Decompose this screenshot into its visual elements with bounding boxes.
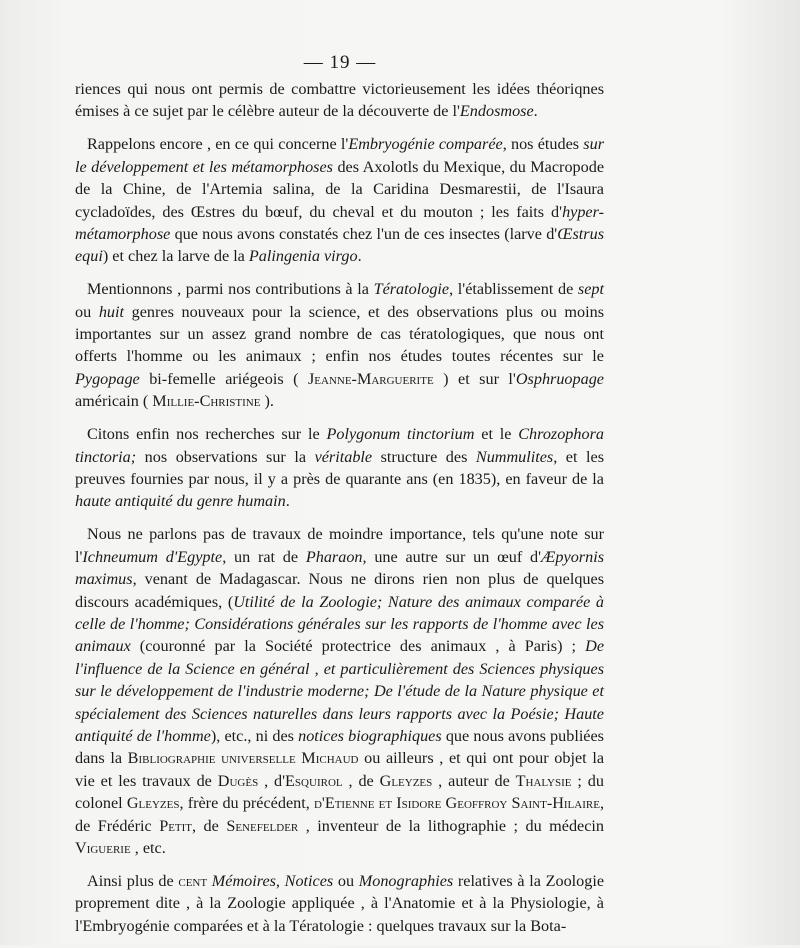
text-run: , d'	[258, 771, 286, 790]
italic-run: Tératologie	[373, 280, 450, 299]
paragraph-6	[75, 870, 604, 937]
text-run: .	[285, 492, 290, 511]
text-run: , inventeur de la lithographie ; du médecin	[298, 816, 605, 835]
italic-run: Œstrus equi	[75, 224, 604, 266]
paragraph-4	[75, 423, 604, 513]
small-caps-run: Gleyzes	[379, 771, 433, 790]
text-run: ) et sur l'	[433, 369, 516, 388]
text-run: que nous avons constatés chez l'un de ces insectes (larve d'	[170, 224, 558, 243]
text-run: ; du colonel	[75, 771, 604, 813]
paragraph-3	[75, 278, 604, 412]
italic-run: sur le développement et les métamorphoses	[75, 135, 604, 176]
text-run: américain (	[75, 392, 153, 411]
italic-run: Palingenia virgo	[248, 247, 358, 266]
text-run: structure des	[372, 447, 476, 466]
text-run: ), etc., ni des	[210, 726, 299, 745]
text-run: genres nouveaux pour la science, et des observations plus ou moins importantes sur un assez grand nombre de cas tératologiques, que nous ont offerts l'homme ou les animaux ; enfin nos études toutes récentes sur le	[75, 302, 605, 366]
text-run: .	[533, 102, 538, 121]
text-run: bi-femelle ariégeois (	[139, 369, 308, 388]
text-run: , de	[342, 771, 380, 790]
text-run: , et les preuves fournies par nous, il y a près de quarante ans (en 1835), en faveur de la	[75, 447, 604, 488]
italic-run: Æpyornis maximus	[75, 547, 604, 589]
italic-run: véritable	[314, 447, 373, 466]
text-run: Nous ne parlons pas de travaux de moindre importance, tels qu'une note sur l'	[75, 525, 604, 566]
small-caps-run: Viguerie	[75, 839, 131, 857]
italic-run: Ichneumum d'Egypte	[82, 547, 223, 566]
text-run: Ainsi plus de	[87, 871, 179, 890]
text-run: Citons enfin nos recherches sur le	[87, 425, 327, 444]
page-number: — 19 —	[303, 52, 377, 73]
italic-run: haute antiquité du genre humain	[75, 492, 286, 511]
italic-run: Osphruopage	[515, 369, 604, 388]
small-caps-run: Petit	[159, 816, 193, 835]
text-run: Mentionnons , parmi nos contributions à la	[87, 280, 374, 299]
small-caps-run: Senefelder	[226, 816, 299, 835]
paragraph-1	[75, 78, 604, 123]
text-run: , nos études	[502, 135, 584, 154]
italic-run: sept	[577, 280, 604, 299]
text-run: , frère du précédent,	[179, 794, 314, 813]
small-caps-run: Bibliographie universelle Michaud	[127, 749, 359, 768]
text-run: , l'établissement de	[449, 280, 578, 299]
italic-run: Monographies	[358, 871, 454, 890]
text-run: nos observations sur la	[136, 447, 315, 466]
text-run: , auteur de	[432, 771, 516, 790]
text-run: , etc.	[130, 839, 166, 857]
text-run: que nous avons publiées dans la	[75, 726, 604, 768]
text-run: des Axolotls du Mexique, du Macropode de la Chine, de l'Artemia salina, de la Caridina Desmarestii, de l'Isaura cycladoïdes, des Œstres du bœuf, du cheval et du mouton ; les faits d'	[75, 157, 605, 221]
text-run: .	[357, 247, 362, 266]
italic-run: notices biographiques	[298, 726, 442, 745]
text-run: , de	[192, 816, 227, 835]
text-run: ) et chez la larve de la	[102, 247, 249, 266]
paragraph-2	[75, 133, 604, 267]
text-run: ou	[333, 871, 359, 890]
text-run: ou ailleurs , et qui ont pour objet la vie et les travaux de	[75, 749, 605, 790]
italic-run: Chrozophora tinctoria;	[75, 425, 604, 466]
italic-run: hyper-métamorphose	[75, 202, 604, 243]
italic-run: De l'influence de la Science en général , et particulièrement des Sciences physiques sur le développement de l'industrie moderne; De l'étude de la Nature physique et spécialement des Sciences naturelles dans leurs rapports avec la Poésie; Haute antiquité de l'homme	[75, 637, 604, 745]
text-run: et le	[474, 425, 519, 444]
small-caps-run: Thalysie	[515, 771, 572, 790]
small-caps-run: Jeanne-Marguerite	[307, 369, 434, 388]
text-run: , venant de Madagascar. Nous ne dirons rien non plus de quelques discours académiques, (	[75, 570, 604, 611]
text-run: , un rat de	[222, 547, 306, 566]
italic-run: Pygopage	[75, 369, 140, 388]
paragraph-5	[75, 523, 604, 859]
italic-run: Embryogénie comparée	[348, 135, 503, 154]
small-caps-run: Millie-Christine	[152, 392, 261, 411]
italic-run: Utilité de la Zoologie; Nature des animaux comparée à celle de l'homme; Considérations générales sur les rapports de l'homme avec les animaux	[75, 592, 604, 656]
text-run: (couronné par la Société protectrice des animaux , à Paris) ;	[130, 637, 586, 656]
small-caps-run: d'Etienne et Isidore Geoffroy Saint-Hilaire	[313, 794, 600, 813]
text-run: riences qui nous ont permis de combattre victorieusement les idées théoriqnes émises à ce sujet par le célèbre auteur de la découverte de l'	[75, 80, 604, 121]
text-run: ).	[260, 392, 274, 411]
text-run: une autre sur un œuf d'	[366, 547, 542, 566]
small-caps-run: Gleyzes	[126, 794, 180, 813]
italic-run: Endosmose	[459, 102, 534, 121]
text-run: Rappelons encore , en ce qui concerne l'	[87, 135, 349, 154]
italic-run: Pharaon,	[305, 547, 367, 566]
small-caps-run: Dugès	[217, 771, 259, 790]
text-run: ou	[75, 302, 99, 321]
small-caps-run: Esquirol	[285, 771, 343, 790]
italic-run: Mémoires, Notices	[211, 871, 334, 890]
italic-run: huit	[98, 302, 125, 321]
italic-run: Nummulites	[475, 447, 554, 466]
body-text	[75, 78, 604, 948]
italic-run: Polygonum tinctorium	[326, 425, 475, 444]
small-caps-run: cent	[178, 871, 208, 890]
text-run: relatives à la Zoologie proprement dite , à la Zoologie appliquée , à l'Anatomie et à la Physiologie, à l'Embryogénie comparées et à la Tératologie : quelques travaux sur la Bota-	[75, 871, 605, 935]
text-run: , de Frédéric	[75, 794, 604, 835]
